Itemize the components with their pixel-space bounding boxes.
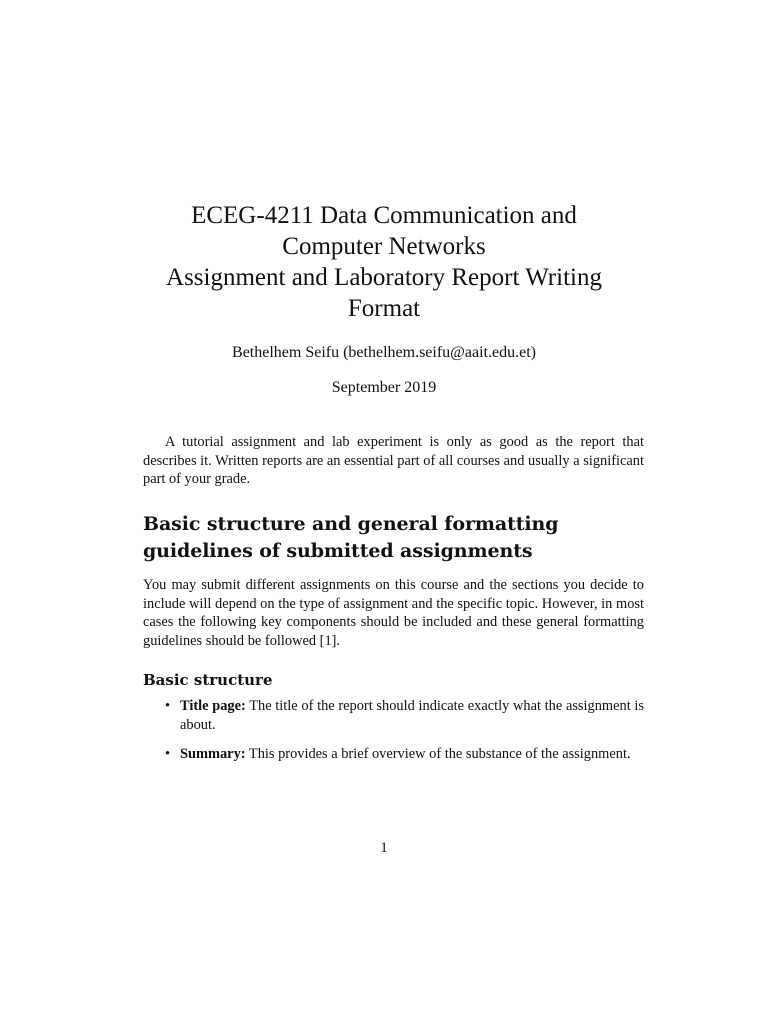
bullet-text: The title of the report should indicate exactly what the assignment is about.	[180, 698, 644, 733]
bullet-term: Summary:	[180, 746, 246, 762]
section-paragraph: You may submit different assignments on this course and the sections you decide to include will depend on the type of assignment and the specific topic. However, in most cases the following key components should be included and these general formatting guidelines should be followed [1].	[143, 577, 644, 649]
list-item	[143, 745, 644, 764]
title-line: Format	[347, 295, 421, 322]
title-line: Assignment and Laboratory Report Writing	[166, 264, 602, 291]
author-line: Bethelhem Seifu (bethelhem.seifu@aait.edu.et)	[232, 344, 536, 361]
document-title	[0, 200, 768, 324]
bullet-term: Title page:	[180, 698, 246, 714]
subsection-heading: Basic structure	[143, 671, 273, 689]
abstract-paragraph: A tutorial assignment and lab experiment is only as good as the report that describes it. Written reports are an essential part of all courses and usually a significant part of your grade.	[143, 434, 644, 487]
title-line: Computer Networks	[282, 233, 486, 260]
bullet-list	[143, 697, 644, 775]
bullet-text: This provides a brief overview of the substance of the assignment.	[245, 746, 631, 762]
bullet-marker: •	[165, 698, 171, 714]
list-item	[143, 697, 644, 734]
page-number: 1	[380, 840, 388, 856]
section-heading: Basic structure and general formatting guidelines of submitted assignments	[143, 513, 559, 562]
bullet-marker: •	[165, 746, 171, 762]
date-line: September 2019	[331, 379, 437, 396]
title-line: ECEG-4211 Data Communication and	[191, 202, 577, 229]
